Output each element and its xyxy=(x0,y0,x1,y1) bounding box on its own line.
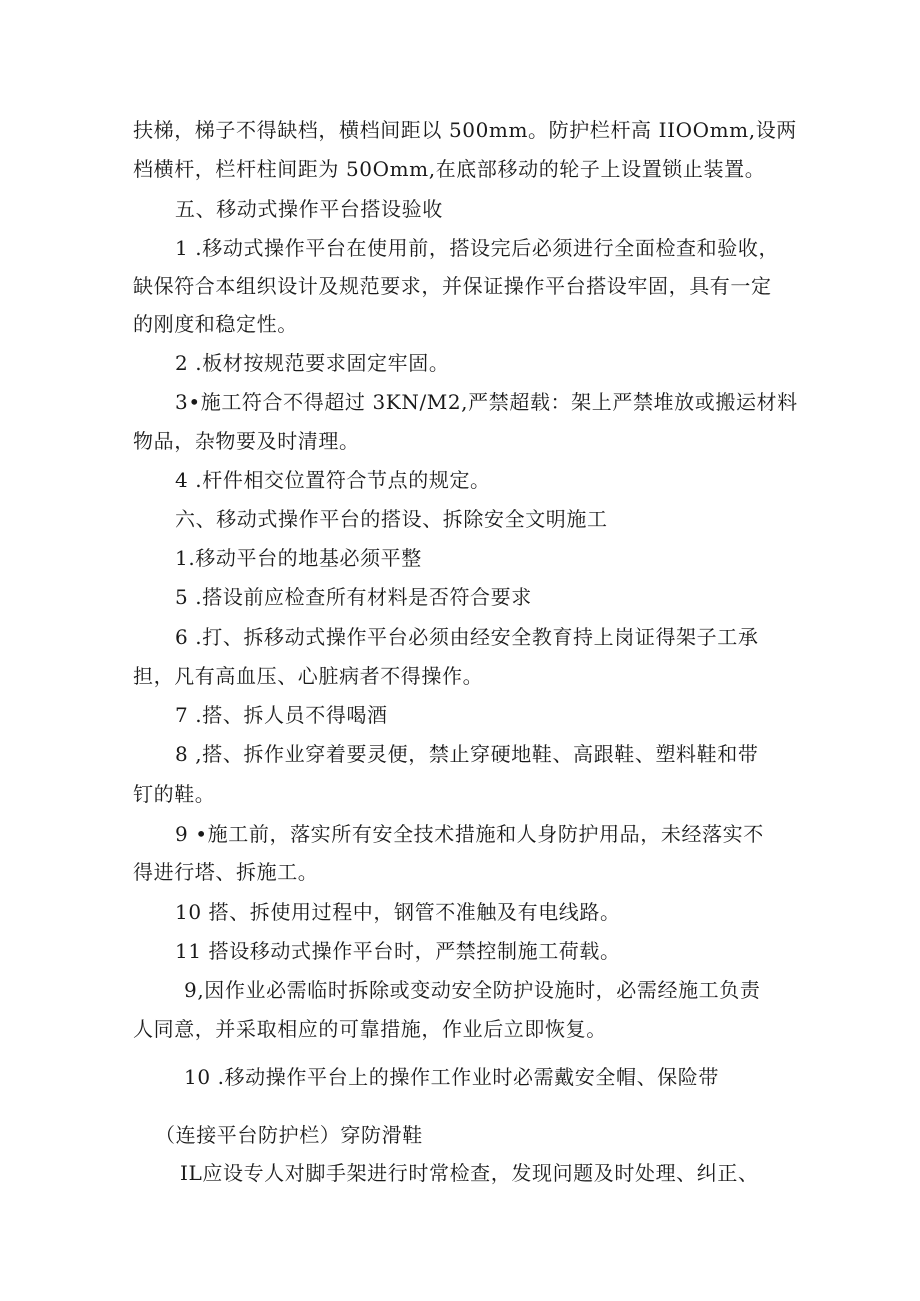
text-line-6: 的刚度和稳定性。 xyxy=(133,312,298,336)
text-line-27: IL应设专人对脚手架进行时常检查，发现问题及时处理、纠正、 xyxy=(180,1161,759,1185)
text-line-18: 钉的鞋。 xyxy=(133,782,216,806)
text-line-12: 1.移动平台的地基必须平整 xyxy=(175,546,422,570)
text-line-9: 物品，杂物要及时清理。 xyxy=(133,429,360,453)
text-line-1: 扶梯，梯子不得缺档，横档间距以 500mm。防护栏杆高 IIOOmm,设两 xyxy=(133,118,797,142)
section-heading-6: 六、移动式操作平台的搭设、拆除安全文明施工 xyxy=(175,507,608,531)
text-line-7: 2 .板材按规范要求固定牢固。 xyxy=(175,351,450,375)
text-line-16: 7 .搭、拆人员不得喝酒 xyxy=(175,703,388,727)
text-line-4: 1 .移动式操作平台在使用前，搭设完后必须进行全面检查和验收， xyxy=(175,236,780,260)
text-line-19: 9 •施工前，落实所有安全技术措施和人身防护用品，未经落实不 xyxy=(175,822,764,846)
text-line-10: 4 .杆件相交位置符合节点的规定。 xyxy=(175,468,491,492)
text-line-24: 人同意，并采取相应的可靠措施，作业后立即恢复。 xyxy=(133,1017,607,1041)
section-heading-5: 五、移动式操作平台搭设验收 xyxy=(175,197,443,221)
text-line-22: 11 搭设移动式操作平台时，严禁控制施工荷载。 xyxy=(175,939,621,963)
text-line-26: （连接平台防护栏）穿防滑鞋 xyxy=(155,1123,423,1147)
text-line-25: 10 .移动操作平台上的操作工作业时必需戴安全帽、保险带 xyxy=(184,1065,719,1089)
text-line-13: 5 .搭设前应检查所有材料是否符合要求 xyxy=(175,585,532,609)
text-line-8: 3•施工符合不得超过 3KN/M2,严禁超载：架上严禁堆放或搬运材料 xyxy=(175,390,798,414)
text-line-2: 档横杆，栏杆柱间距为 50Omm,在底部移动的轮子上设置锁止装置。 xyxy=(133,157,766,181)
text-line-23: 9,因作业必需临时拆除或变动安全防护设施时，必需经施工负责 xyxy=(184,978,761,1002)
text-line-5: 缺保符合本组织设计及规范要求，并保证操作平台搭设牢固，具有一定 xyxy=(133,274,772,298)
text-line-21: 10 搭、拆使用过程中，钢管不准触及有电线路。 xyxy=(175,900,621,924)
text-line-15: 担，凡有高血压、心脏病者不得操作。 xyxy=(133,664,484,688)
text-line-20: 得进行塔、拆施工。 xyxy=(133,860,319,884)
text-line-17: 8 ,搭、拆作业穿着要灵便，禁止穿硬地鞋、高跟鞋、塑料鞋和带 xyxy=(175,742,759,766)
text-line-14: 6 .打、拆移动式操作平台必须由经安全教育持上岗证得架子工承 xyxy=(175,625,759,649)
